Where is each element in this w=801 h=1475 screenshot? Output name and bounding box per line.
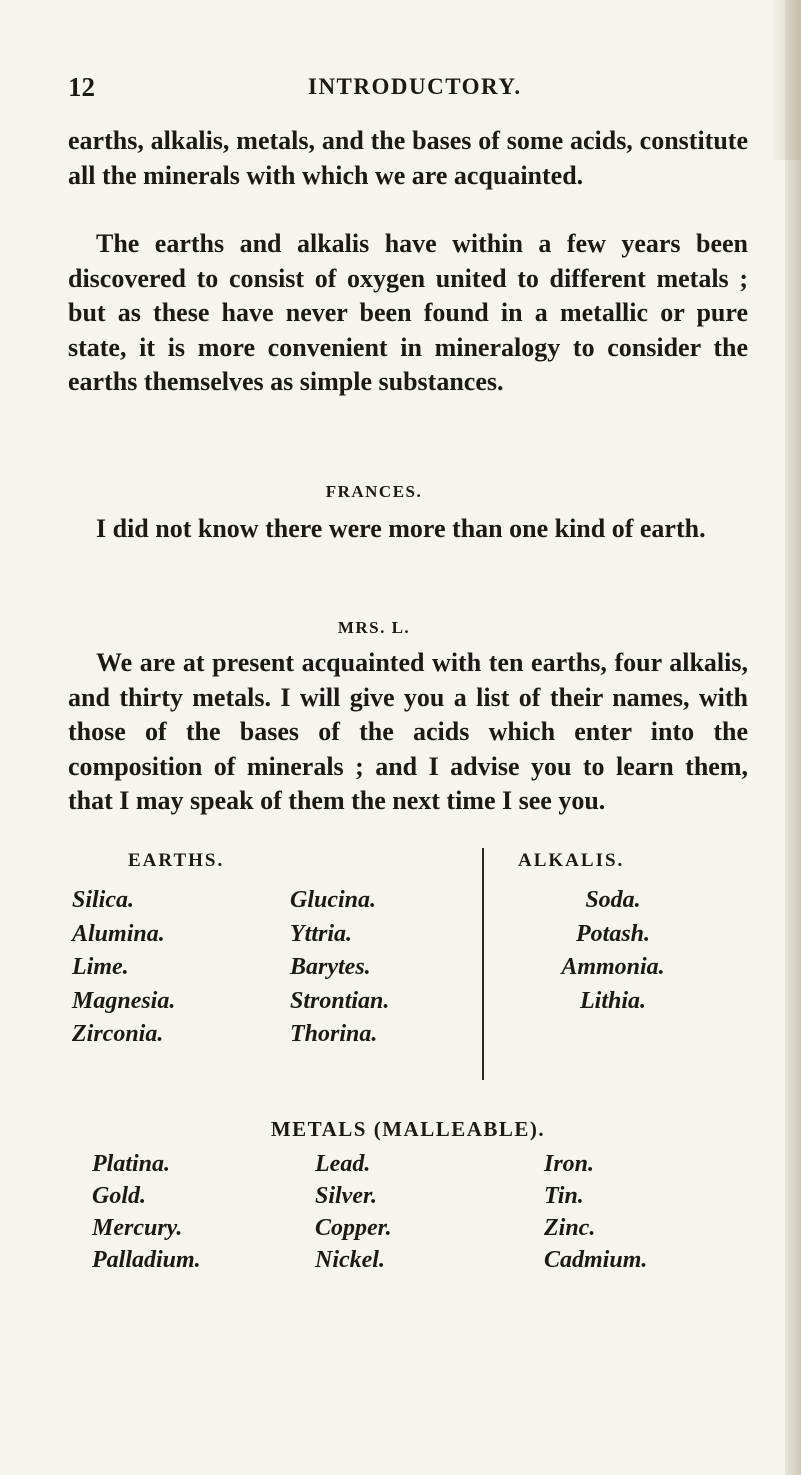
running-head: INTRODUCTORY. [308, 74, 522, 99]
paragraph: The earths and alkalis have within a few years been discovered to consist of oxygen united to different metals ; but as these have never been found in a metallic or pure state, it is more convenient in mineralogy to consider the earths themselves as simple substances. [68, 229, 748, 396]
earth-item: Thorina. [290, 1021, 378, 1047]
metal-item: Cadmium. [544, 1247, 648, 1273]
earth-item: Lime. [72, 954, 129, 980]
metal-item: Tin. [544, 1183, 584, 1209]
page-header [68, 72, 708, 112]
earths-column [72, 884, 175, 1052]
page-edge-shadow [771, 0, 801, 160]
column-divider [482, 848, 484, 1080]
paragraph: earths, alkalis, metals, and the bases of some acids, constitute all the minerals with which we are acquainted. [68, 126, 748, 190]
earth-item: Silica. [72, 887, 135, 913]
earth-item: Zirconia. [72, 1021, 164, 1047]
speaker-name: FRANCES. [325, 482, 423, 501]
metal-item: Mercury. [92, 1215, 183, 1241]
earth-item: Glucina. [290, 887, 377, 913]
earth-item: Alumina. [72, 920, 165, 947]
alkali-item: Lithia. [579, 987, 646, 1014]
earths-heading: EARTHS. [128, 850, 225, 871]
metal-item: Gold. [92, 1183, 146, 1209]
metal-item: Iron. [544, 1151, 595, 1177]
alkali-item: Potash. [575, 920, 650, 947]
dialogue-text: We are at present acquainted with ten earths, four alkalis, and thirty metals. I will give you a list of their names, with those of the bases of the acids which enter into the composition of minerals ; and I advise you to learn them, that I may speak of them the next time I see you. [68, 648, 748, 815]
alkalis-column [508, 884, 718, 1018]
speaker-name: MRS. L. [337, 618, 411, 637]
metal-item: Lead. [315, 1151, 371, 1177]
metal-item: Copper. [315, 1215, 392, 1241]
earth-item: Magnesia. [72, 987, 176, 1014]
metals-heading: METALS (MALLEABLE). [270, 1117, 546, 1141]
metals-column [544, 1148, 647, 1276]
earth-item: Barytes. [290, 954, 371, 980]
page-edge [785, 0, 801, 1475]
dialogue-text: I did not know there were more than one kind of earth. [96, 514, 706, 543]
earth-item: Yttria. [290, 920, 353, 947]
metals-column [92, 1148, 201, 1276]
alkali-item: Soda. [585, 887, 641, 913]
metal-item: Zinc. [544, 1215, 596, 1241]
metal-item: Nickel. [315, 1247, 385, 1273]
alkali-item: Ammonia. [561, 954, 665, 980]
substance-tables [68, 850, 748, 1273]
earth-item: Strontian. [290, 987, 390, 1014]
metal-item: Platina. [92, 1151, 171, 1177]
metals-column [315, 1148, 392, 1276]
page-number: 12 [68, 72, 95, 102]
alkalis-heading: ALKALIS. [518, 850, 625, 871]
metal-item: Palladium. [92, 1247, 201, 1273]
metal-item: Silver. [315, 1183, 378, 1209]
earths-column [290, 884, 389, 1052]
